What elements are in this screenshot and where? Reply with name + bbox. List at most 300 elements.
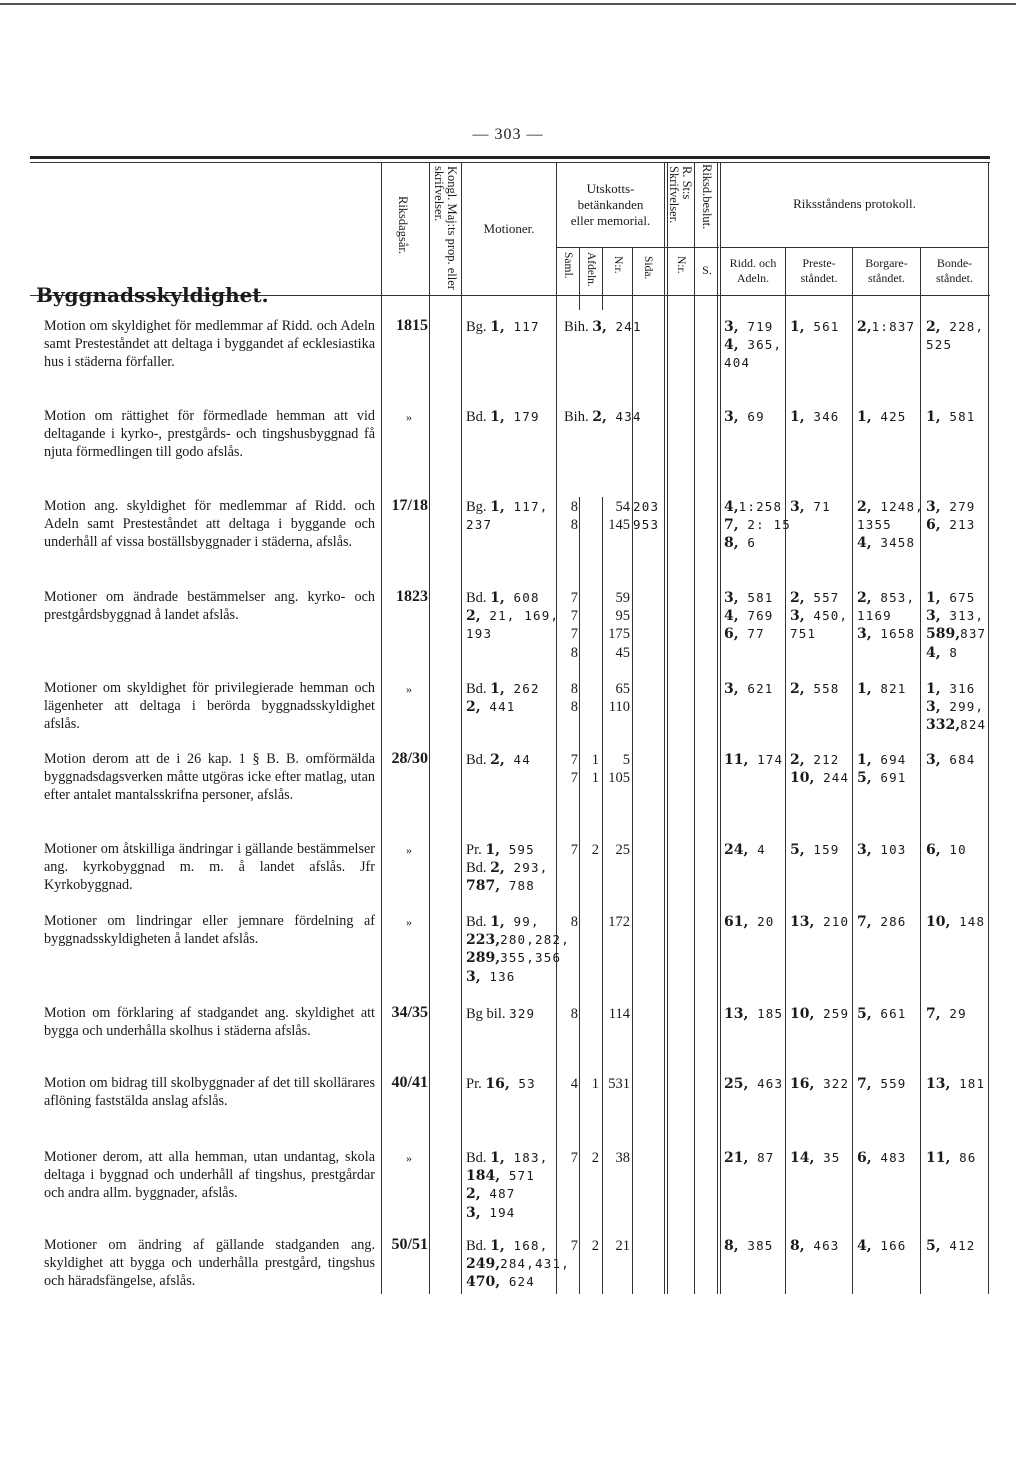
cell-line: Bg. 1, 117, (466, 499, 549, 515)
cell-line: 4, 365, (724, 337, 783, 354)
cell-line: 3, 136 (466, 968, 516, 985)
col-tick (602, 296, 603, 310)
row-mot (466, 841, 554, 896)
row-saml (556, 1149, 578, 1167)
cell-line: 531 (608, 1076, 630, 1092)
row-year: 1815 (396, 317, 428, 334)
cell-line: 172 (608, 914, 630, 930)
cell-line: 5, 412 (926, 1238, 976, 1254)
cell-line: 953 (633, 517, 660, 533)
cell-line: 203 (633, 499, 660, 514)
row-description: Motion ang. skyldighet för medlemmar af Ridd. och Adeln samt Presteståndet att deltaga i byggande och underhåll af vissa boställsbyggnader i städerna, afslås. (44, 498, 375, 550)
cell-line: 470, 624 (466, 1274, 536, 1291)
cell-line: 1, 346 (790, 409, 840, 425)
cell-line: Pr. 16, 53 (466, 1076, 536, 1092)
cell-line: 6, 213 (926, 517, 976, 534)
col-line (632, 247, 633, 1294)
cell-line: 1, 821 (857, 681, 907, 697)
row-year: 1823 (396, 588, 428, 605)
cell-line: 589,837 (926, 626, 987, 643)
col-line (556, 162, 557, 1294)
row-afd (579, 841, 599, 859)
header-borg (853, 256, 920, 286)
row-bonde (926, 1149, 988, 1167)
row-year: 40/41 (391, 1074, 428, 1091)
cell-line: 11, 86 (926, 1150, 977, 1166)
row-prest (790, 1075, 852, 1093)
cell-line: 6, 77 (724, 626, 765, 643)
cell-line: 193 (466, 626, 493, 642)
row-description: Motioner derom, att alla hemman, utan undantag, skola deltaga i byggnad och underhåll af tingshus, prestgårdar och andra allm. byggnader, afslås. (44, 1149, 375, 1201)
cell-line: 8 (570, 699, 578, 716)
cell-line: 3, 71 (790, 499, 831, 515)
row-saml (556, 1075, 578, 1093)
row-nr (602, 751, 630, 787)
row-year: » (406, 682, 412, 696)
row-bonde (926, 589, 988, 662)
cell-line: 1, 675 (926, 590, 976, 606)
row-borg (857, 751, 921, 787)
cell-line: 8, 463 (790, 1238, 840, 1254)
col-line (461, 162, 462, 1294)
cell-line: 3, 313, (926, 608, 985, 625)
row-saml (556, 913, 578, 931)
header-riksdagsar: Riksdagsår. (396, 196, 410, 254)
row-mot (466, 1149, 554, 1222)
cell-line: 237 (466, 517, 493, 533)
row-year: 28/30 (391, 750, 428, 767)
cell-line: 2, 557 (790, 590, 840, 606)
cell-line: 2, 487 (466, 1186, 516, 1203)
row-description: Motion om bidrag till skolbyggnader af det till skollärares aflöning faststälda anslag afslås. (44, 1075, 375, 1109)
cell-line: 7 (570, 608, 578, 625)
row-description: Motion om förklaring af stadgandet ang. skyldighet att bygga och underhålla skolhus i städerna afslås. (44, 1005, 375, 1039)
row-ridd (724, 408, 786, 426)
header-rst-skrifvelser: R. St:s Skrifvelser. (667, 166, 694, 224)
col-line (988, 162, 989, 1294)
table-top-rule-inner (30, 162, 990, 163)
col-line (785, 247, 786, 1294)
row-nr (602, 1237, 630, 1255)
row-mot (466, 408, 554, 426)
header-bonde-line: Bonde- (936, 256, 973, 270)
header-saml: Saml. (562, 252, 574, 279)
cell-line: 4 (570, 1076, 578, 1092)
row-ridd (724, 913, 786, 931)
header-prest-line: ståndet. (800, 271, 838, 285)
row-borg (857, 408, 921, 426)
cell-line: 3, 69 (724, 409, 765, 425)
cell-line: 13, 185 (724, 1006, 784, 1022)
cell-line: 54 (615, 499, 630, 515)
row-year: 50/51 (391, 1236, 428, 1253)
row-ridd (724, 1075, 786, 1093)
row-nr (602, 680, 630, 716)
row-nr (602, 498, 630, 534)
header-ridd-line: Ridd. och (729, 256, 777, 270)
header-utskott-line: eller memorial. (570, 213, 651, 228)
header-kongl-prop: Kongl. Maj:ts prop. eller skrifvelser. (432, 166, 459, 290)
row-nr (602, 913, 630, 931)
cell-line: 1, 694 (857, 752, 907, 768)
cell-line: 2, 441 (466, 699, 516, 716)
row-mot (466, 680, 554, 716)
cell-line: 3, 194 (466, 1204, 516, 1221)
row-year: » (406, 843, 412, 857)
row-mot (466, 318, 554, 336)
cell-line: 59 (615, 590, 630, 606)
row-saml (556, 751, 578, 787)
cell-line: 2, 228, (926, 319, 985, 335)
row-saml (556, 1237, 578, 1255)
cell-line: 8 (570, 1006, 578, 1022)
col-line (667, 162, 668, 1294)
cell-line: 8 (570, 681, 578, 697)
row-afd (579, 1075, 599, 1093)
cell-line: 3, 450, (790, 608, 849, 625)
cell-line: Bd. 1, 183, (466, 1150, 549, 1166)
row-afd (579, 1237, 599, 1255)
row-nr (602, 1005, 630, 1023)
cell-line: 7, 559 (857, 1076, 907, 1092)
cell-line: 1, 425 (857, 409, 907, 425)
row-bonde (926, 318, 988, 354)
header-ridd-line: Adeln. (736, 271, 770, 285)
cell-line: 7 (570, 590, 578, 606)
cell-line: 105 (608, 770, 630, 787)
row-mot (466, 751, 554, 769)
cell-line: 7 (570, 626, 578, 643)
cell-line: 8 (570, 914, 578, 930)
cell-line: 2, 558 (790, 681, 840, 697)
row-description: Motioner om åtskilliga ändringar i gällande bestämmelser ang. kyrkobyggnad m. m. å landet afslås. Jfr Kyrkobyggnad. (44, 841, 375, 893)
header-afdeln: Afdeln. (585, 252, 597, 287)
cell-line: 2 (591, 1150, 599, 1166)
cell-line: 25 (615, 842, 630, 858)
header-prest-line: Preste- (802, 256, 836, 270)
row-sida (633, 498, 665, 534)
cell-line: 7 (570, 1238, 578, 1254)
row-description: Motion om rättighet för förmedlade hemman att vid deltagande i kyrko-, prestgårds- och tingshusbyggnad få njuta förmedlingen till godo afslås. (44, 408, 375, 460)
cell-line: 10, 259 (790, 1006, 850, 1022)
cell-line: 184, 571 (466, 1168, 536, 1185)
cell-line: 8 (570, 499, 578, 515)
row-afd (579, 751, 599, 787)
cell-line: Bd. 1, 179 (466, 409, 540, 425)
row-ridd (724, 680, 786, 698)
cell-line: 1, 561 (790, 319, 840, 335)
cell-line: 2, 21, 169, (466, 608, 560, 625)
row-mot (466, 498, 554, 534)
header-riksd-beslut: Riksd.beslut. (700, 164, 714, 230)
row-prest (790, 589, 852, 644)
cell-line: 8 (570, 517, 578, 534)
cell-line: 4, 3458 (857, 535, 916, 552)
header-rst-nr: N:r. (675, 256, 687, 274)
row-prest (790, 1149, 852, 1167)
row-bonde (926, 1237, 988, 1255)
row-borg (857, 1149, 921, 1167)
cell-line: 145 (608, 517, 630, 534)
cell-line: 2, 212 (790, 752, 840, 768)
header-prest (786, 256, 852, 286)
row-saml (556, 680, 578, 716)
cell-line: 2 (591, 1238, 599, 1254)
cell-line: 1 (591, 752, 599, 768)
row-ridd (724, 841, 786, 859)
cell-line: Pr. 1, 595 (466, 842, 535, 858)
cell-line: 21 (615, 1238, 630, 1254)
cell-line: 1 (591, 1076, 599, 1092)
cell-line: Bih. 2, 434 (564, 409, 642, 425)
row-saml (556, 1005, 578, 1023)
row-ridd (724, 498, 791, 553)
row-borg (857, 680, 921, 698)
row-mot (466, 589, 560, 644)
cell-line: 110 (608, 699, 630, 716)
cell-line: 24, 4 (724, 842, 766, 858)
header-bonde-line: ståndet. (936, 271, 973, 285)
col-line (579, 497, 580, 1294)
row-borg (857, 589, 921, 644)
row-nr (602, 1075, 630, 1093)
cell-line: 175 (608, 626, 630, 643)
col-tick (579, 296, 580, 310)
cell-line: 7 (570, 842, 578, 858)
col-line (720, 162, 721, 1294)
cell-line: 3, 279 (926, 499, 976, 515)
cell-line: 1169 (857, 608, 892, 624)
cell-line: 8 (570, 644, 578, 661)
cell-line: 1355 (857, 517, 892, 533)
cell-line: 61, 20 (724, 914, 775, 930)
cell-line: 6, 10 (926, 842, 967, 858)
cell-line: 7, 286 (857, 914, 907, 930)
cell-line: 3, 621 (724, 681, 774, 697)
row-nr (602, 841, 630, 859)
row-description: Motion om skyldighet för medlemmar af Ridd. och Adeln samt Presteståndet att deltaga i byggandet af ecklesiastika hus i städerna förfaller. (44, 318, 375, 370)
cell-line: 45 (615, 644, 630, 661)
col-line (429, 162, 430, 1294)
header-bonde (921, 256, 988, 286)
row-prest (790, 841, 852, 859)
header-utskott-line: Utskotts- (586, 181, 635, 196)
cell-line: 787, 788 (466, 878, 536, 895)
cell-line: Bd. 1, 262 (466, 681, 540, 697)
row-bonde (926, 1075, 988, 1093)
row-ridd (724, 751, 786, 769)
header-motioner: Motioner. (483, 221, 535, 236)
row-utskott (564, 318, 642, 336)
row-prest (790, 913, 852, 931)
cell-line: Bd. 1, 168, (466, 1238, 549, 1254)
row-prest (790, 751, 852, 787)
cell-line: 404 (724, 355, 751, 371)
cell-line: 8, 6 (724, 535, 757, 552)
row-borg (857, 1237, 921, 1255)
row-mot (466, 1075, 554, 1093)
cell-line: Bg. 1, 117 (466, 319, 540, 335)
row-year: » (406, 1151, 412, 1165)
top-edge-line (0, 3, 1016, 5)
row-bonde (926, 913, 988, 931)
row-borg (857, 913, 921, 931)
row-year: » (406, 915, 412, 929)
row-prest (790, 680, 852, 698)
col-line (664, 162, 665, 1294)
cell-line: 6, 483 (857, 1150, 907, 1166)
cell-line: 10, 148 (926, 914, 986, 930)
cell-line: 5, 159 (790, 842, 840, 858)
section-title: Byggnadsskyldighet. (36, 283, 269, 307)
row-description: Motioner om skyldighet för privilegierade hemman och lägenheter att deltaga i berörda byggnadsskyldighet afslås. (44, 680, 375, 732)
cell-line: 3, 103 (857, 842, 907, 858)
cell-line: 5 (622, 752, 630, 768)
row-prest (790, 318, 852, 336)
row-prest (790, 498, 852, 516)
row-mot (466, 1237, 570, 1292)
cell-line: 5, 661 (857, 1006, 907, 1022)
cell-line: 3, 581 (724, 590, 774, 606)
cell-line: 289,355,356 (466, 950, 562, 967)
row-saml (556, 498, 578, 534)
header-borg-line: ståndet. (868, 271, 905, 285)
row-borg (857, 318, 921, 336)
cell-line: 4, 166 (857, 1238, 907, 1254)
row-mot (466, 1005, 554, 1023)
cell-line: 14, 35 (790, 1150, 841, 1166)
row-borg (857, 498, 924, 553)
cell-line: 7 (570, 752, 578, 768)
cell-line: 249,284,431, (466, 1256, 570, 1273)
header-sida: Sida. (642, 256, 654, 280)
cell-line: 525 (926, 337, 953, 353)
header-s: S. (702, 263, 712, 277)
cell-line: Bd. 2, 293, (466, 860, 549, 877)
cell-line: 3, 684 (926, 752, 976, 768)
cell-line: 4, 8 (926, 644, 959, 661)
cell-line: 1, 316 (926, 681, 976, 697)
cell-line: 3, 1658 (857, 626, 916, 643)
page-number: — 303 — (472, 126, 544, 143)
header-borg-line: Borgare- (865, 256, 908, 270)
rst-sub-rule (665, 247, 719, 248)
cell-line: Bd. 1, 99, (466, 914, 540, 930)
col-line (852, 247, 853, 1294)
row-bonde (926, 841, 988, 859)
row-bonde (926, 680, 988, 735)
cell-line: 95 (615, 608, 630, 625)
cell-line: 13, 181 (926, 1076, 986, 1092)
utskott-sub-rule (556, 247, 664, 248)
cell-line: 10, 244 (790, 770, 850, 787)
cell-line: 7 (570, 770, 578, 787)
row-saml (556, 589, 578, 662)
col-line (717, 162, 718, 1294)
header-utskott-line: betänkanden (577, 197, 644, 212)
row-year: 17/18 (391, 497, 428, 514)
cell-line: 2 (591, 842, 599, 858)
row-bonde (926, 1005, 988, 1023)
row-nr (602, 589, 630, 662)
row-borg (857, 1075, 921, 1093)
cell-line: 4,1:258 (724, 499, 783, 515)
cell-line: 332,824 (926, 717, 987, 734)
cell-line: 65 (615, 681, 630, 697)
cell-line: 16, 322 (790, 1076, 850, 1092)
cell-line: 8, 385 (724, 1238, 774, 1254)
row-borg (857, 1005, 921, 1023)
row-description: Motioner om lindringar eller jemnare fördelning af byggnadsskyldigheten å landet afslås. (44, 913, 375, 947)
cell-line: 3, 719 (724, 319, 774, 335)
row-description: Motion derom att de i 26 kap. 1 § B. B. omförmälda byggnadsdagsverken måtte utgöras icke efter matlag, utan efter antalet mantalsskrifna personer, afslås. (44, 751, 375, 803)
header-utskott (557, 181, 664, 229)
row-ridd (724, 1237, 786, 1255)
header-nr: N:r. (612, 256, 624, 274)
cell-line: 751 (790, 626, 817, 642)
cell-line: 11, 174 (724, 752, 784, 768)
header-ridd (721, 256, 785, 286)
cell-line: Bd. 2, 44 (466, 752, 531, 768)
row-saml (556, 841, 578, 859)
cell-line: 13, 210 (790, 914, 850, 930)
row-prest (790, 1237, 852, 1255)
col-line (694, 162, 695, 1294)
row-year: 34/35 (391, 1004, 428, 1021)
row-prest (790, 408, 852, 426)
cell-line: Bih. 3, 241 (564, 319, 642, 335)
cell-line: 7, 2: 15 (724, 517, 791, 534)
row-utskott (564, 408, 642, 426)
row-bonde (926, 498, 988, 534)
row-year: » (406, 410, 412, 424)
cell-line: 38 (615, 1150, 630, 1166)
cell-line: 1, 581 (926, 409, 976, 425)
row-afd (579, 1149, 599, 1167)
cell-line: 25, 463 (724, 1076, 784, 1092)
cell-line: 114 (608, 1006, 630, 1022)
cell-line: Bg bil. 329 (466, 1006, 536, 1022)
row-ridd (724, 589, 786, 644)
cell-line: 3, 299, (926, 699, 985, 716)
cell-line: 4, 769 (724, 608, 774, 625)
cell-line: 2,1:837 (857, 319, 916, 335)
cell-line: 7, 29 (926, 1006, 967, 1022)
cell-line: 7 (570, 1150, 578, 1166)
cell-line: 2, 853, (857, 590, 916, 606)
row-bonde (926, 408, 988, 426)
row-description: Motioner om ändring af gällande stadganden ang. skyldighet att bygga och underhålla prestgård, tingshus och häradsfängelse, afslås. (44, 1237, 375, 1289)
row-ridd (724, 1005, 786, 1023)
header-protokoll: Riksståndens protokoll. (793, 196, 916, 211)
row-borg (857, 841, 921, 859)
cell-line: 21, 87 (724, 1150, 775, 1166)
cell-line: 2, 1248, (857, 499, 924, 515)
row-ridd (724, 1149, 786, 1167)
protokoll-sub-rule (720, 247, 988, 248)
row-nr (602, 1149, 630, 1167)
row-description: Motioner om ändrade bestämmelser ang. kyrko- och prestgårdsbyggnad å landet afslås. (44, 589, 375, 623)
row-ridd (724, 318, 786, 373)
row-bonde (926, 751, 988, 769)
table-top-rule (30, 156, 990, 159)
cell-line: 223,280,282, (466, 932, 570, 949)
cell-line: 5, 691 (857, 770, 907, 787)
row-prest (790, 1005, 852, 1023)
cell-line: Bd. 1, 608 (466, 590, 540, 606)
row-mot (466, 913, 570, 986)
cell-line: 1 (591, 770, 599, 787)
